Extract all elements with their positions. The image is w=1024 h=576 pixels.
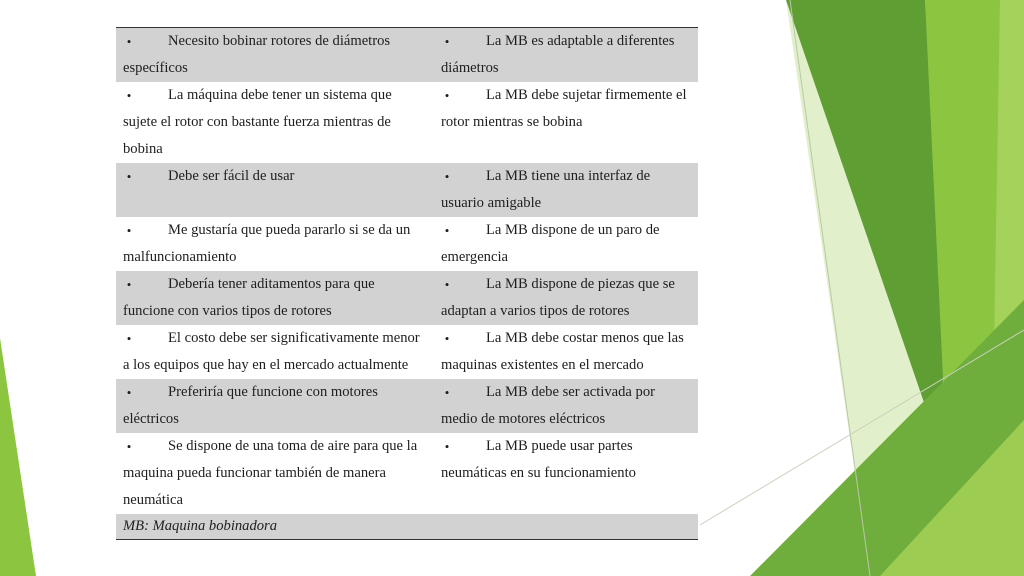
technical-spec-text: La MB debe sujetar firmemente el rotor mientras se bobina	[441, 87, 687, 130]
customer-need-text: El costo debe ser significativamente menor a los equipos que hay en el mercado actualmente	[123, 330, 420, 373]
bullet-icon: •	[444, 34, 450, 49]
table-row	[116, 217, 698, 271]
bullet-icon: •	[126, 385, 132, 400]
customer-need-cell	[116, 271, 434, 325]
customer-need-text: Se dispone de una toma de aire para que la maquina pueda funcionar también de manera neumática	[123, 438, 418, 508]
customer-need-text: La máquina debe tener un sistema que sujete el rotor con bastante fuerza mientras de bobina	[123, 87, 392, 157]
technical-spec-cell	[434, 217, 698, 271]
customer-need-text: Necesito bobinar rotores de diámetros específicos	[123, 33, 391, 76]
technical-spec-cell	[434, 379, 698, 433]
technical-spec-cell	[434, 28, 698, 83]
customer-need-cell	[116, 82, 434, 163]
technical-spec-cell	[434, 325, 698, 379]
technical-spec-text: La MB es adaptable a diferentes diámetros	[441, 33, 675, 76]
left-green-sliver	[0, 338, 36, 576]
table-row	[116, 163, 698, 217]
bullet-icon: •	[126, 277, 132, 292]
bullet-icon: •	[444, 385, 450, 400]
table-row	[116, 379, 698, 433]
table-footnote-row	[116, 514, 698, 540]
customer-need-cell	[116, 379, 434, 433]
bullet-icon: •	[444, 277, 450, 292]
table-row	[116, 28, 698, 83]
customer-need-cell	[116, 433, 434, 514]
customer-need-text: Debe ser fácil de usar	[168, 168, 295, 184]
bullet-icon: •	[126, 88, 132, 103]
customer-need-cell	[116, 163, 434, 217]
table-row	[116, 433, 698, 514]
requirements-table-container	[116, 27, 698, 540]
customer-need-text: Me gustaría que pueda pararlo si se da un malfuncionamiento	[123, 222, 411, 265]
bullet-icon: •	[444, 223, 450, 238]
bullet-icon: •	[444, 169, 450, 184]
technical-spec-cell	[434, 82, 698, 163]
technical-spec-cell	[434, 433, 698, 514]
technical-spec-text: La MB dispone de un paro de emergencia	[441, 222, 660, 265]
table-row	[116, 325, 698, 379]
table-footnote: MB: Maquina bobinadora	[116, 514, 698, 540]
bullet-icon: •	[126, 169, 132, 184]
technical-spec-text: La MB dispone de piezas que se adaptan a varios tipos de rotores	[441, 276, 675, 319]
technical-spec-text: La MB puede usar partes neumáticas en su funcionamiento	[441, 438, 636, 481]
bullet-icon: •	[126, 34, 132, 49]
bullet-icon: •	[444, 439, 450, 454]
bullet-icon: •	[444, 88, 450, 103]
requirements-table	[116, 27, 698, 540]
bullet-icon: •	[126, 223, 132, 238]
table-row	[116, 271, 698, 325]
customer-need-cell	[116, 217, 434, 271]
customer-need-cell	[116, 325, 434, 379]
customer-need-text: Preferiría que funcione con motores eléctricos	[123, 384, 378, 427]
table-row	[116, 82, 698, 163]
technical-spec-text: La MB tiene una interfaz de usuario amigable	[441, 168, 651, 211]
bullet-icon: •	[444, 331, 450, 346]
technical-spec-text: La MB debe costar menos que las maquinas existentes en el mercado	[441, 330, 684, 373]
technical-spec-cell	[434, 163, 698, 217]
bullet-icon: •	[126, 331, 132, 346]
technical-spec-cell	[434, 271, 698, 325]
technical-spec-text: La MB debe ser activada por medio de motores eléctricos	[441, 384, 655, 427]
bullet-icon: •	[126, 439, 132, 454]
table-body	[116, 28, 698, 540]
customer-need-text: Debería tener aditamentos para que funcione con varios tipos de rotores	[123, 276, 375, 319]
customer-need-cell	[116, 28, 434, 83]
